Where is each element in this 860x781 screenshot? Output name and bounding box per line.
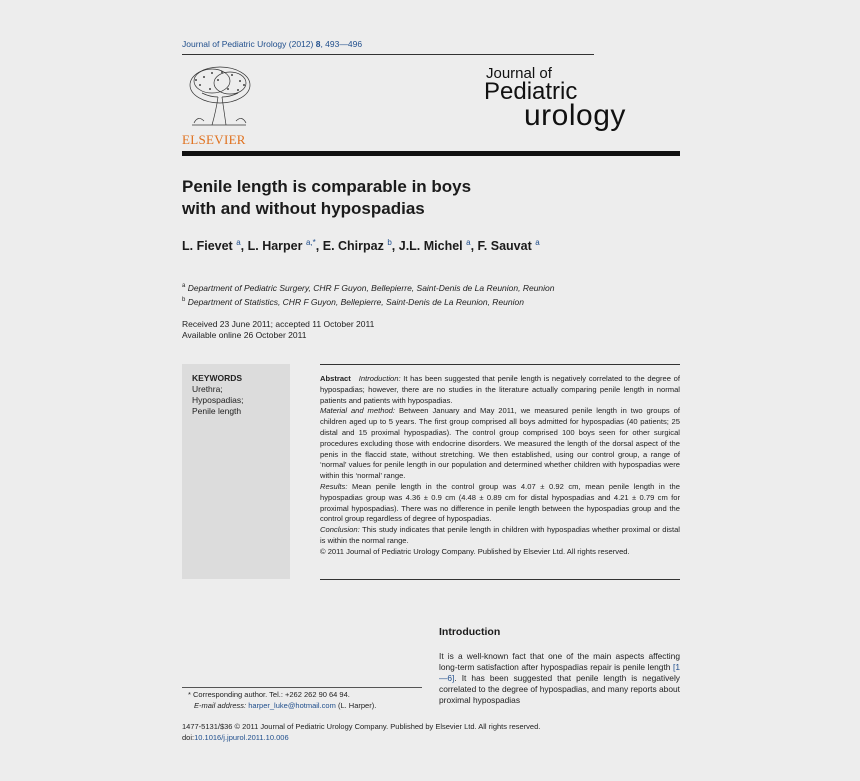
abstract <box>320 374 680 558</box>
footnote-rule <box>182 687 422 688</box>
title-rule <box>182 151 680 156</box>
abstract-methods: Material and method: Between January and May 2011, we measured penile length in two groups of children aged up to 5 years. The first group comprised all boys admitted for hypospadias (40 patients; 25 distal and 15 proximal hypospadias). The control group comprised 100 boys seen for other surgical procedures excluding those with endocrine disorders. We measured the length of the dorsal aspect of the penis in the flaccid state, without stretching. We then established, using our control group, a range of ‘normal’ values for penile length in our population and determined whether children with hypospadias were within this ‘normal’ range. <box>320 406 680 481</box>
introduction-text: It is a well-known fact that one of the main aspects affecting long-term satisfaction after hypospadias repair is penile length [1—6]. It has been suggested that penile length is negatively correlated to the degree of hypospadias, and many reports about proximal hypospadias <box>439 651 680 705</box>
author-name: L. Harper <box>247 239 303 254</box>
keywords-box <box>182 364 290 579</box>
abstract-results: Results: Mean penile length in the control group was 4.07 ± 0.92 cm, mean penile length in the hypospadias group was 4.36 ± 0.9 cm (4.48 ± 0.89 cm for distal hypospadias and 4.21 ± 0.79 cm for proximal hypospadias). There was no difference in penile length between the hypospadias group and the control group regardless of degree of hypospadias. <box>320 481 680 524</box>
email-link[interactable]: harper_luke@hotmail.com <box>248 700 336 710</box>
citation-link[interactable]: [1—6] <box>439 662 680 683</box>
page-footer: 1477-5131/$36 © 2011 Journal of Pediatric Urology Company. Published by Elsevier Ltd. All rights reserved. doi:10.1016/j.jpurol.2011.10.006 <box>182 722 541 742</box>
abstract-rule-bottom <box>320 579 680 580</box>
affiliation-mark[interactable]: a <box>535 238 540 247</box>
author-name: J.L. Michel <box>398 239 463 254</box>
affiliation: $^a$ Department of Pediatric Surgery, CHR F Guyon, Bellepierre, Saint-Denis de La Reunion, Reunion <box>182 282 555 293</box>
masthead-line: Pediatric <box>484 78 578 105</box>
affiliation-mark[interactable]: a,* <box>305 238 316 247</box>
author-name: L. Fievet <box>182 239 233 254</box>
abstract-copyright: © 2011 Journal of Pediatric Urology Company. Published by Elsevier Ltd. All rights reserved. <box>320 546 630 556</box>
article-dates <box>182 319 374 341</box>
elsevier-wordmark: ELSEVIER <box>182 132 246 147</box>
doi-link[interactable]: 10.1016/j.jpurol.2011.10.006 <box>194 733 289 742</box>
section-heading-introduction: Introduction <box>439 626 501 638</box>
issn-line: 1477-5131/$36 © 2011 Journal of Pediatric Urology Company. Published by Elsevier Ltd. All rights reserved. <box>182 722 541 731</box>
abstract-rule-top <box>320 364 680 365</box>
available-date: Available online 26 October 2011 <box>182 330 307 340</box>
abstract-conclusion: Conclusion: This study indicates that penile length in children with hypospadias whether proximal or distal is within the normal range. <box>320 525 680 545</box>
affiliation-mark[interactable]: a <box>466 238 471 247</box>
received-date: Received 23 June 2011; accepted 11 October 2011 <box>182 319 375 329</box>
author-list: L. Fievet $^a$, L. Harper $^{a,*}$, E. Chirpaz $^b$, J.L. Michel $^a$, F. Sauvat $^a$ <box>182 238 540 254</box>
affiliation-mark[interactable]: b <box>387 238 392 247</box>
corresponding-author-footnote: * Corresponding author. Tel.: +262 262 90 64 94. E-mail address: harper_luke@hotmail.com (L. Harper). <box>188 690 377 710</box>
abstract-introduction: Abstract Introduction: It has been suggested that penile length is negatively correlated to the degree of hypospadias; however, there are no studies in the literature actually comparing penile length in normal patients and patients with hypospadias. <box>320 374 680 405</box>
masthead-line: urology <box>524 99 626 132</box>
author-name: E. Chirpaz <box>322 239 384 254</box>
keyword: Penile length <box>192 406 242 416</box>
affiliation-mark[interactable]: a <box>236 238 241 247</box>
abstract-label: Abstract <box>320 374 351 383</box>
keyword: Urethra; <box>192 384 223 394</box>
affiliations <box>182 280 555 308</box>
affiliation: $^b$ Department of Statistics, CHR F Guyon, Bellepierre, Saint-Denis de La Reunion, Reunion <box>182 296 524 307</box>
header-rule <box>182 54 594 55</box>
article-title: Penile length is comparable in boys with and without hypospadias <box>182 177 472 218</box>
journal-masthead <box>484 65 626 132</box>
keyword: Hypospadias; <box>192 395 244 405</box>
journal-reference[interactable]: Journal of Pediatric Urology (2012) 8, 493—496 <box>182 39 363 49</box>
keywords-heading: KEYWORDS <box>192 373 243 383</box>
author-name: F. Sauvat <box>477 239 532 254</box>
masthead-line: Journal of <box>486 65 552 82</box>
